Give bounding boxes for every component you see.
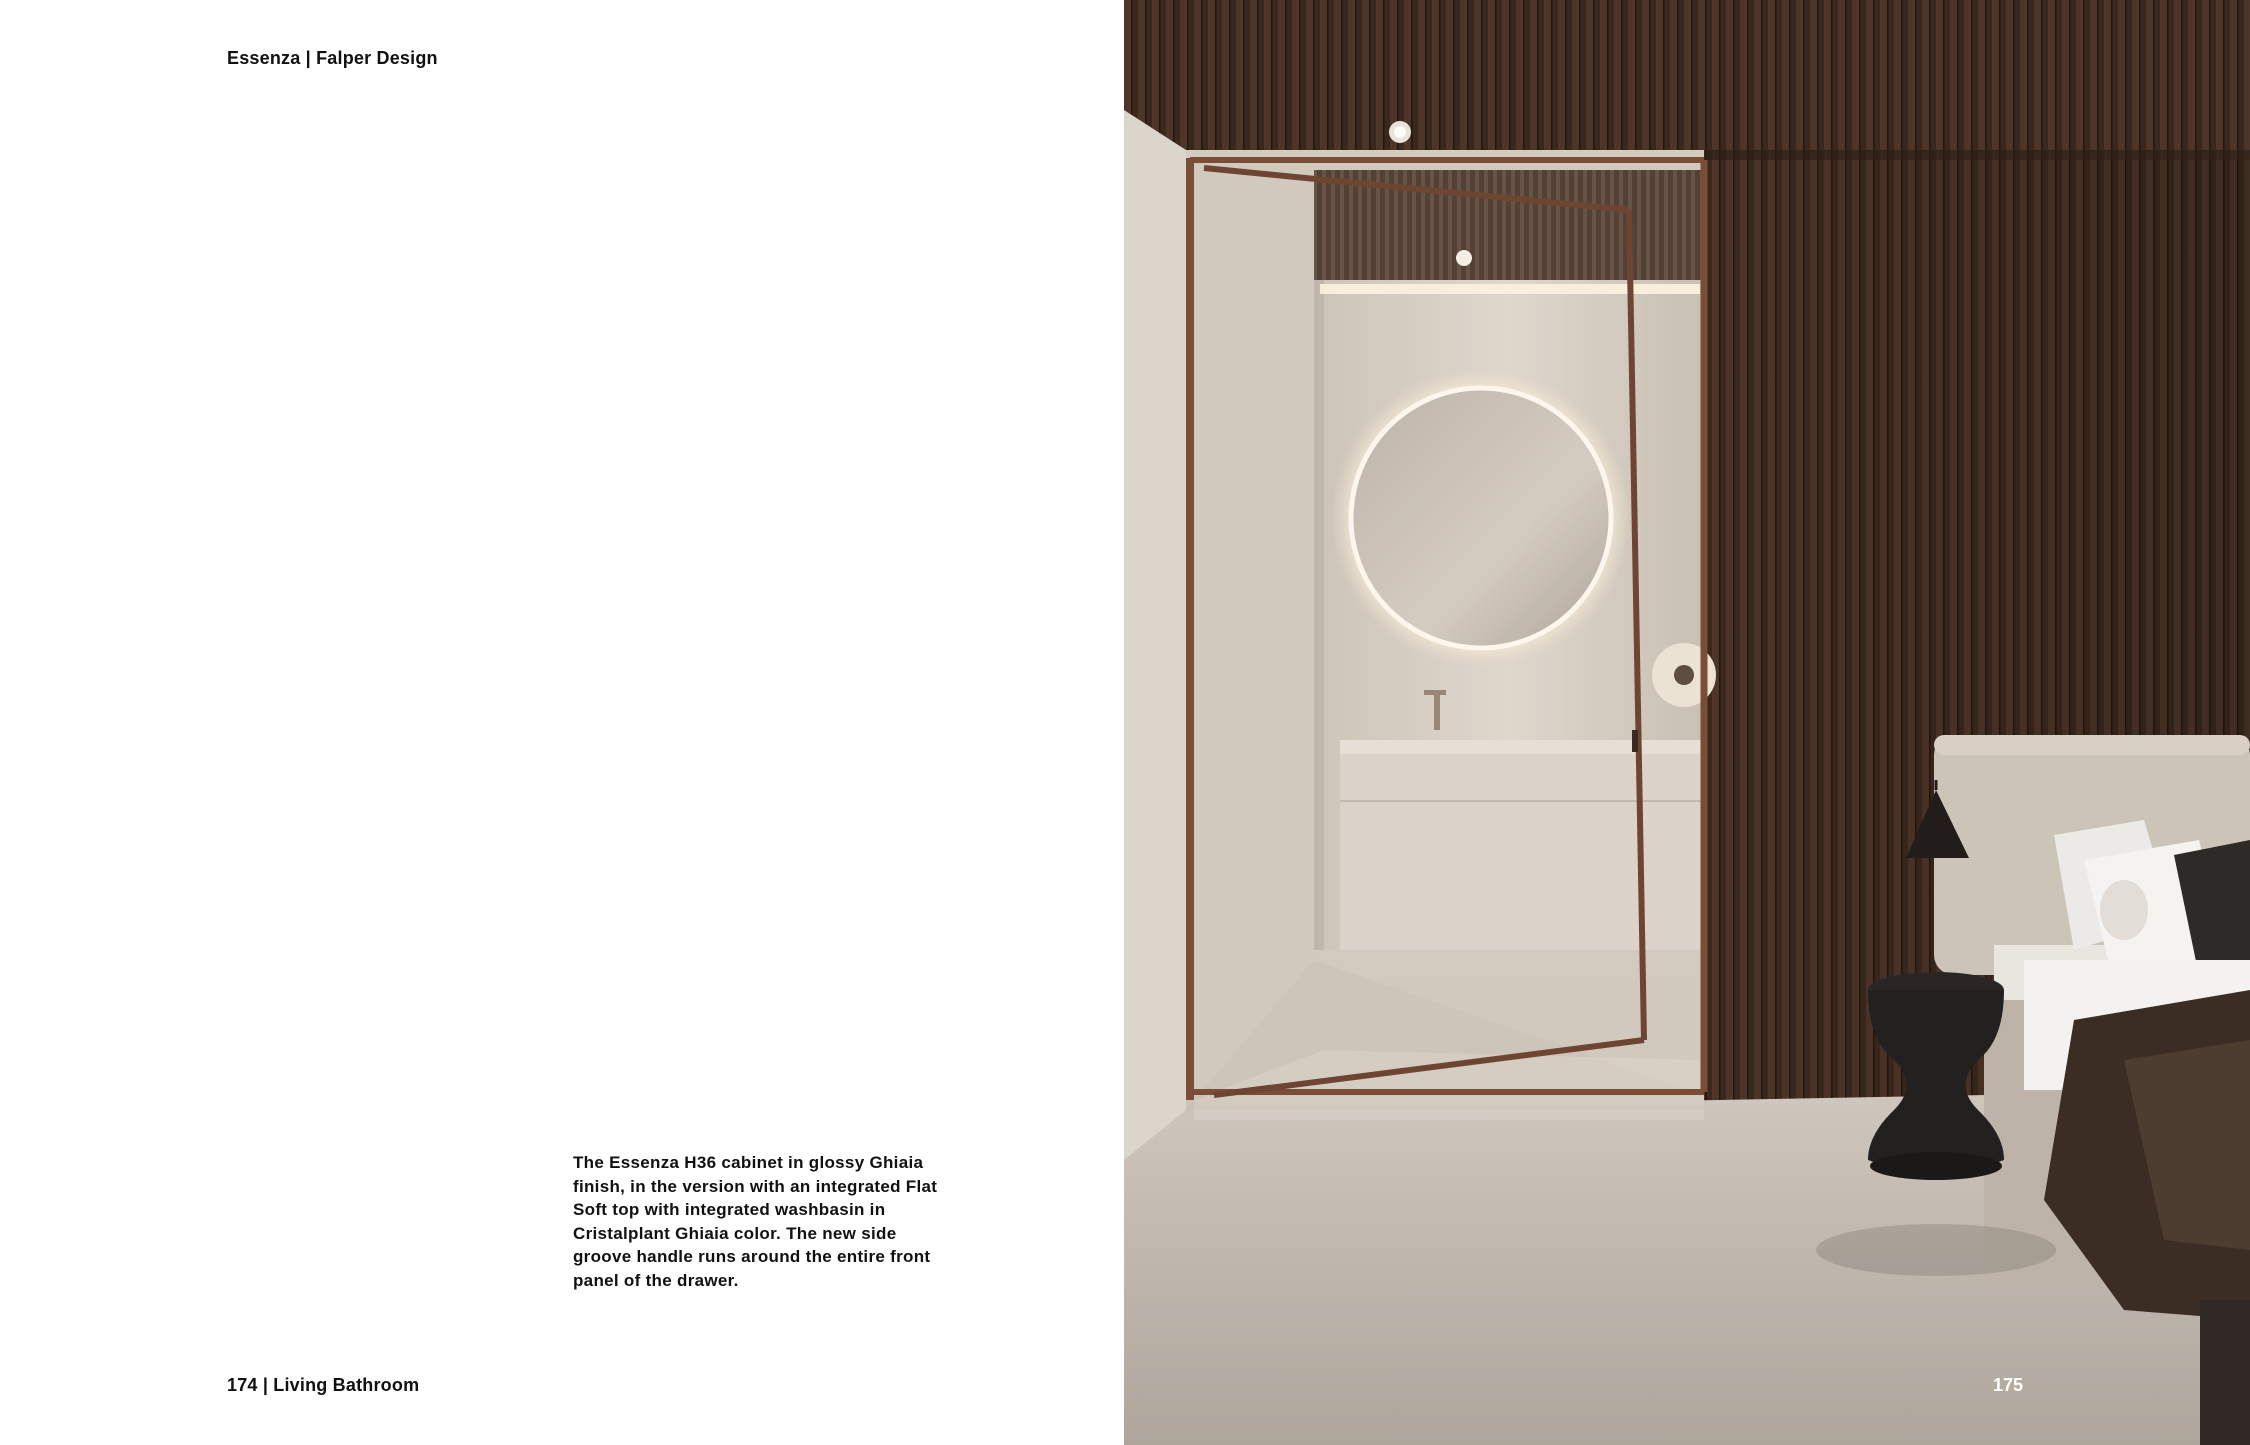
photo-illustration [1124, 0, 2250, 1445]
interior-photo [1124, 0, 2250, 1445]
caption-text: The Essenza H36 cabinet in glossy Ghiaia finish, in the version with an integrated Flat Soft top with integrated washbasin in Cristalplant Ghiaia color. The new side groove handle runs around the entire front panel of the drawer. [573, 1153, 938, 1290]
page-number-left: 174 | Living Bathroom [227, 1375, 420, 1395]
page-number-right: 175 [1993, 1375, 2024, 1395]
left-page [0, 0, 1124, 1445]
running-header: Essenza | Falper Design [227, 48, 438, 68]
